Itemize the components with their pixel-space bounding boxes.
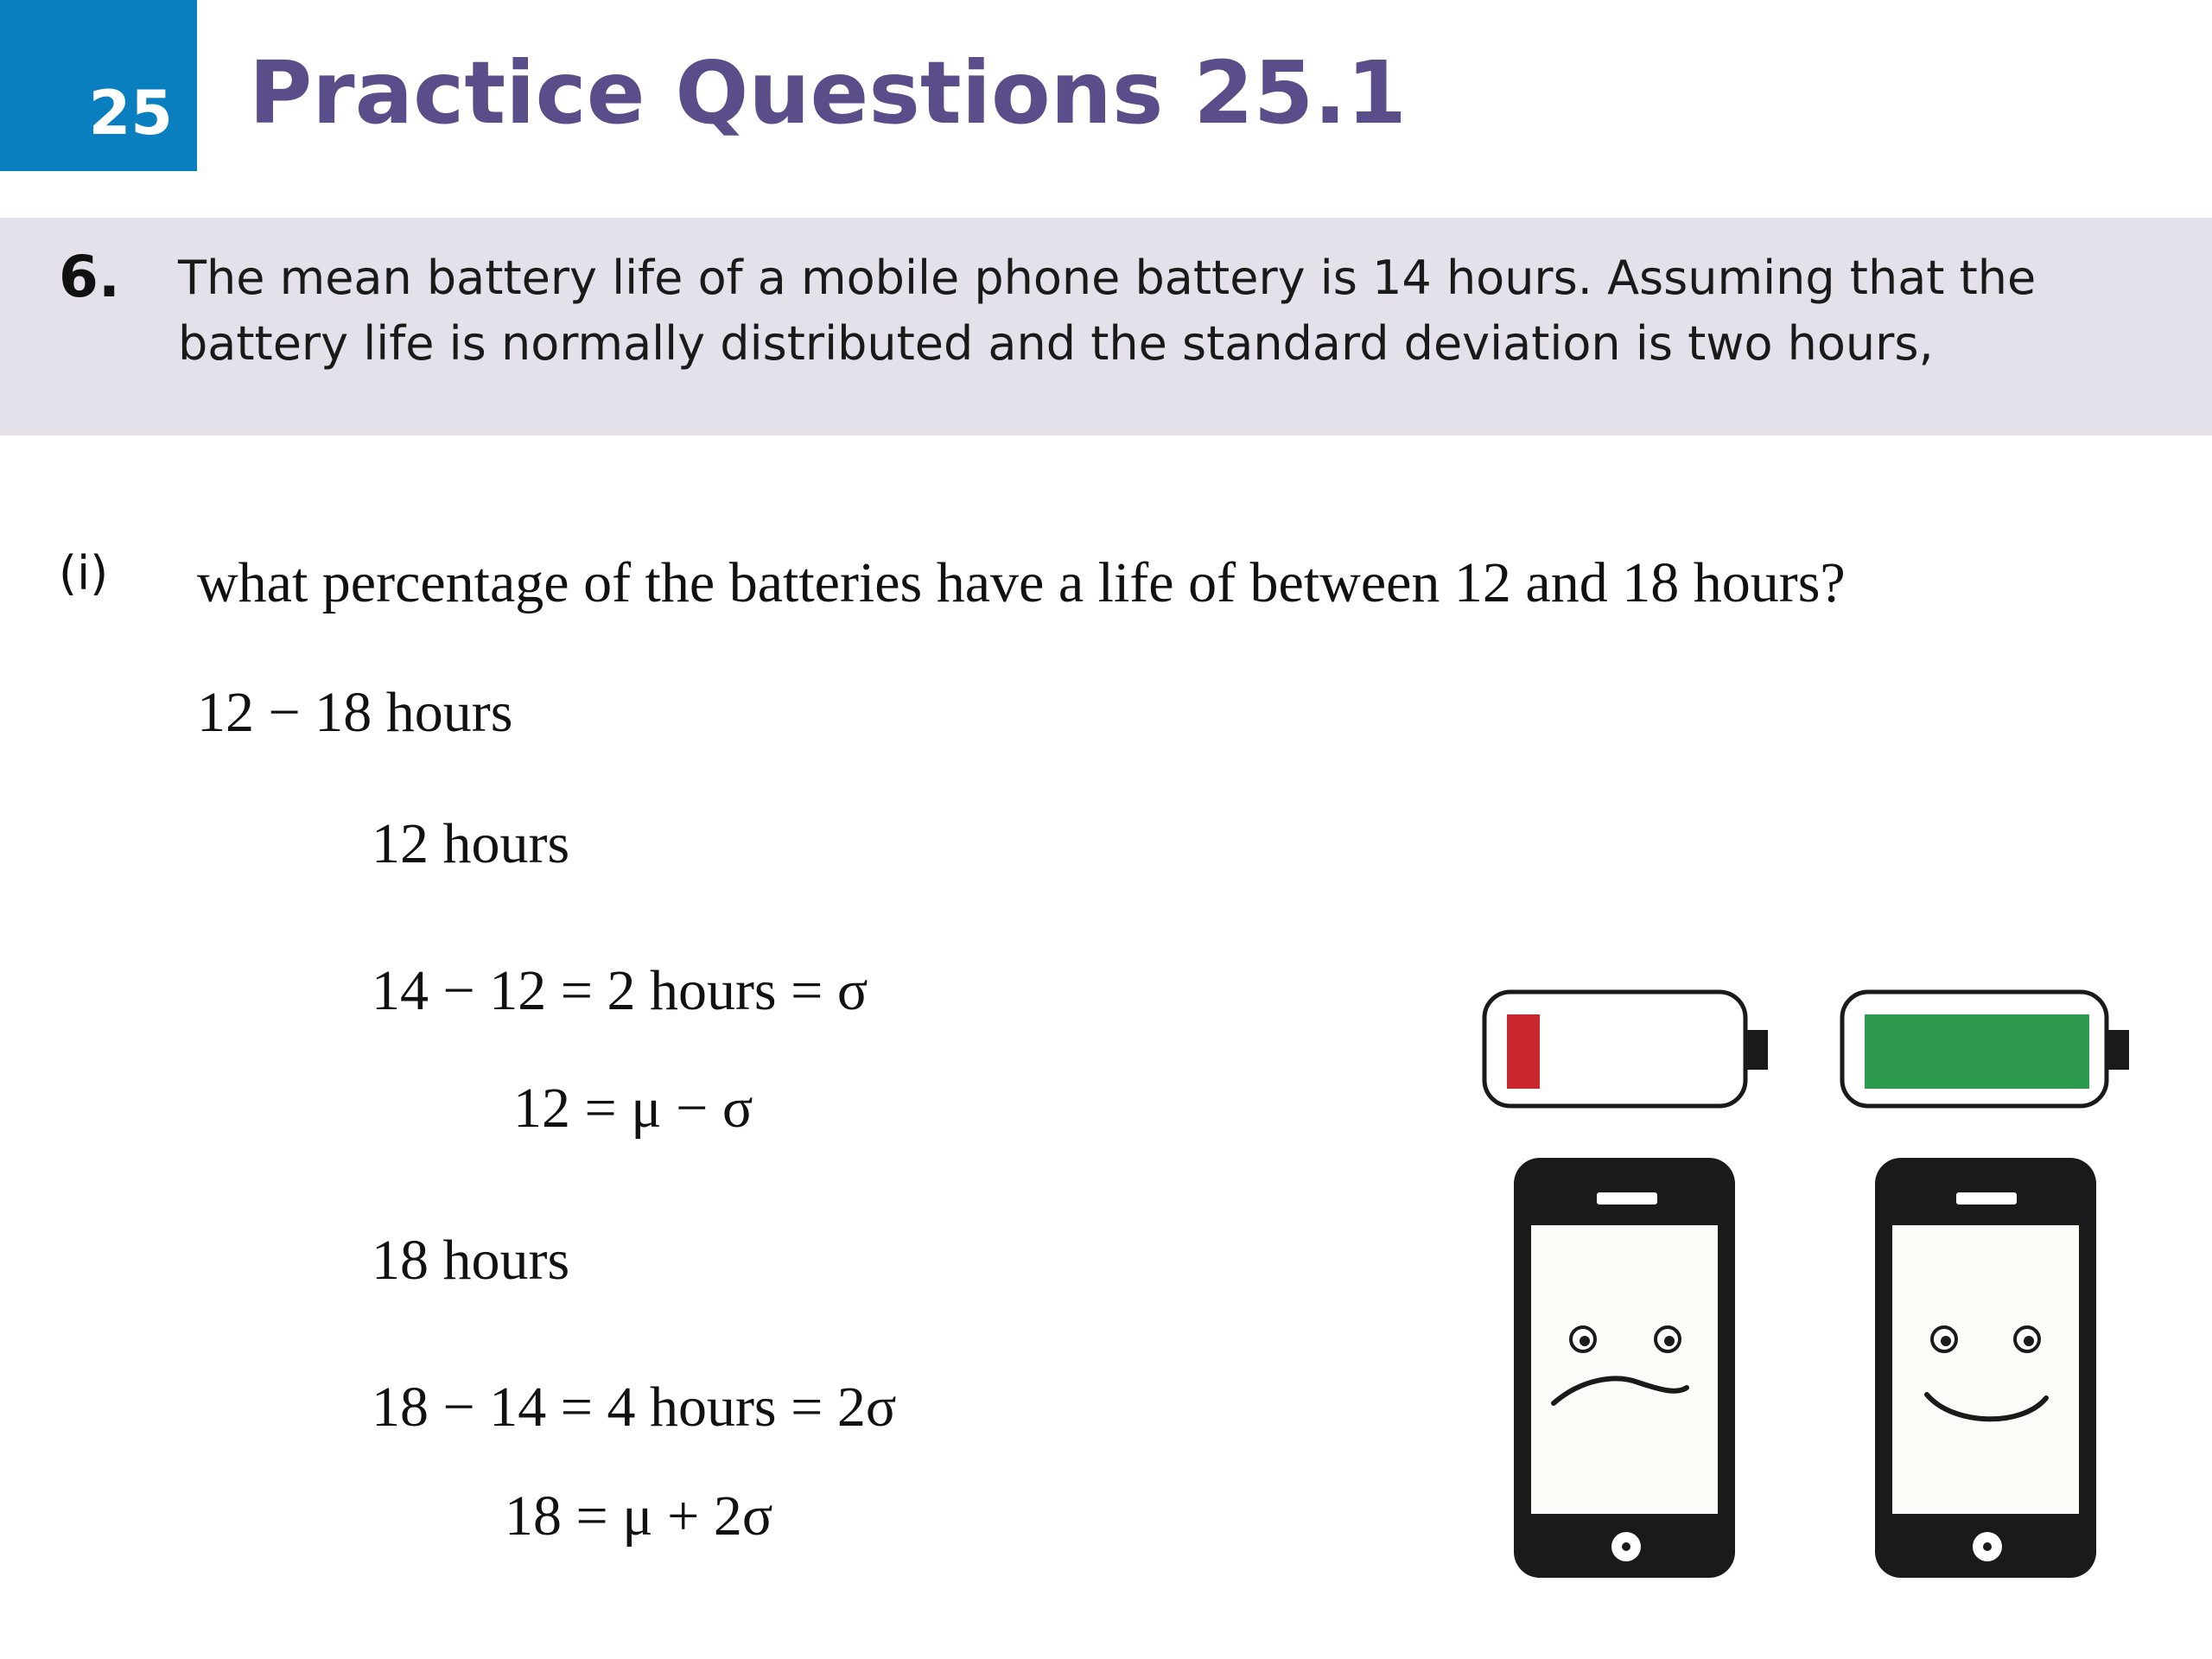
- working-upper-calc: 18 − 14 = 4 hours = 2σ: [372, 1376, 897, 1439]
- working-upper-result: 18 = μ + 2σ: [505, 1484, 773, 1548]
- sad-face-phone-icon: [1514, 1158, 1735, 1578]
- working-range: 12 − 18 hours: [197, 681, 513, 744]
- page-title: Practice Questions 25.1: [249, 42, 1407, 143]
- working-lower-result: 12 = μ − σ: [513, 1077, 753, 1140]
- low-battery-icon: [1484, 992, 1768, 1106]
- question-band: [0, 218, 2212, 435]
- question-text: The mean battery life of a mobile phone battery is 14 hours. Assuming that the battery life is normally distributed and the standard deviation is two hours,: [178, 251, 2037, 371]
- full-battery-icon: [1842, 992, 2129, 1106]
- part-question: what percentage of the batteries have a life of between 12 and 18 hours?: [197, 551, 1846, 614]
- happy-face-phone-icon: [1875, 1158, 2096, 1578]
- working-upper-heading: 18 hours: [372, 1229, 570, 1292]
- question-number: 6.: [59, 244, 120, 310]
- chapter-badge: 25: [0, 0, 197, 171]
- battery-phones-illustration: [1469, 976, 2143, 1581]
- part-label: (i): [59, 546, 109, 601]
- working-lower-heading: 12 hours: [372, 812, 570, 875]
- working-lower-calc: 14 − 12 = 2 hours = σ: [372, 959, 868, 1022]
